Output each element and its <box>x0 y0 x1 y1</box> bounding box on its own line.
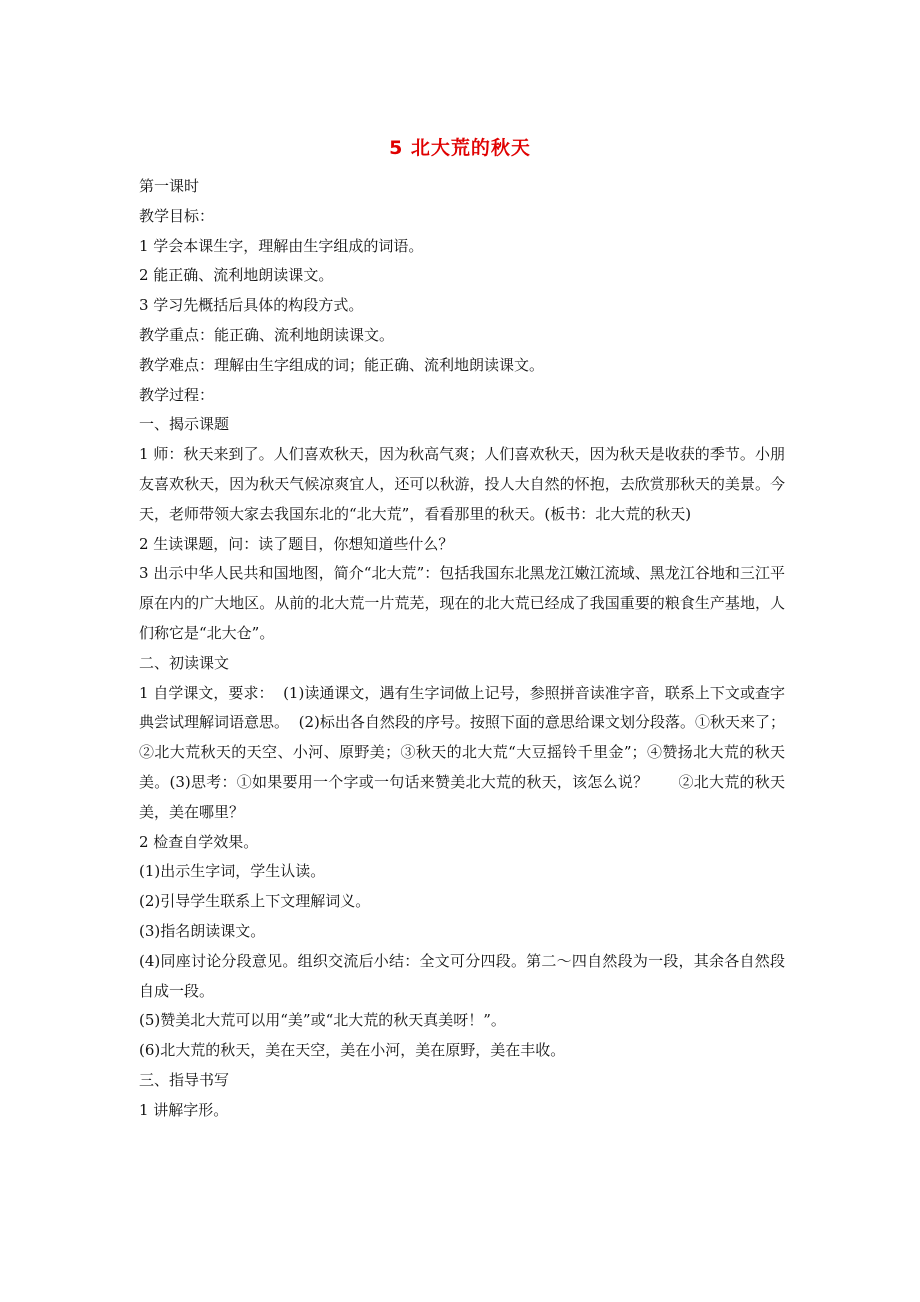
paragraph: (6)北大荒的秋天，美在天空，美在小河，美在原野，美在丰收。 <box>139 1041 566 1060</box>
paragraph: 1 讲解字形。 <box>139 1100 229 1119</box>
paragraph: 1 师：秋天来到了。人们喜欢秋天，因为秋高气爽；人们喜欢秋天，因为秋天是收获的季节。小朋友喜欢秋天，因为秋天气候凉爽宜人，还可以秋游，投人大自然的怀抱，去欣赏那秋天的美景。今天，老师带领大家去我国东北的“北大荒”，看看那里的秋天。(板书：北大荒的秋天) <box>139 445 785 523</box>
paragraph: (2)引导学生联系上下文理解词义。 <box>139 892 371 911</box>
paragraph: 教学过程： <box>139 385 215 404</box>
paragraph: 1 自学课文，要求： (1)读通课文，遇有生字词做上记号，参照拼音读准字音，联系上下文或查字典尝试理解词语意思。 (2)标出各自然段的序号。按照下面的意思给课文划分段落。①秋天来了；②北大荒秋天的天空、小河、原野美；③秋天的北大荒“大豆摇铃千里金”；④赞扬北大荒的秋天美。(3)思考：①如果要用一个字或一句话来赞美北大荒的秋天，该怎么说？ ②北大荒的秋天美，美在哪里？ <box>139 683 785 821</box>
paragraph: 3 学习先概括后具体的构段方式。 <box>139 296 364 315</box>
document-title: 5 北大荒的秋天 <box>389 137 531 159</box>
paragraph: 三、指导书写 <box>139 1070 230 1089</box>
paragraph: 教学难点：理解由生字组成的词；能正确、流利地朗读课文。 <box>139 355 545 374</box>
paragraph: (1)出示生字词，学生认读。 <box>139 862 326 881</box>
paragraph: (4)同座讨论分段意见。组织交流后小结：全文可分四段。第二～四自然段为一段，其余各自然段自成一段。 <box>139 951 785 1000</box>
paragraph: 教学目标： <box>139 206 215 225</box>
paragraph: 二、初读课文 <box>139 653 230 672</box>
paragraph: (5)赞美北大荒可以用“美”或“北大荒的秋天真美呀！”。 <box>139 1011 506 1030</box>
document-body <box>139 172 785 1126</box>
paragraph: 2 生读课题，问：读了题目，你想知道些什么？ <box>139 534 454 553</box>
paragraph: (3)指名朗读课文。 <box>139 921 266 940</box>
paragraph: 第一课时 <box>139 177 200 195</box>
paragraph: 一、揭示课题 <box>139 415 230 434</box>
paragraph: 1 学会本课生字，理解由生字组成的词语。 <box>139 236 424 255</box>
paragraph: 2 能正确、流利地朗读课文。 <box>139 266 334 285</box>
paragraph: 教学重点：能正确、流利地朗读课文。 <box>139 325 395 344</box>
paragraph: 3 出示中华人民共和国地图，简介“北大荒”：包括我国东北黑龙江嫩江流域、黑龙江谷地和三江平原在内的广大地区。从前的北大荒一片荒芜，现在的北大荒已经成了我国重要的粮食生产基地，人们称它是“北大仓”。 <box>139 564 785 642</box>
paragraph: 2 检查自学效果。 <box>139 832 259 851</box>
